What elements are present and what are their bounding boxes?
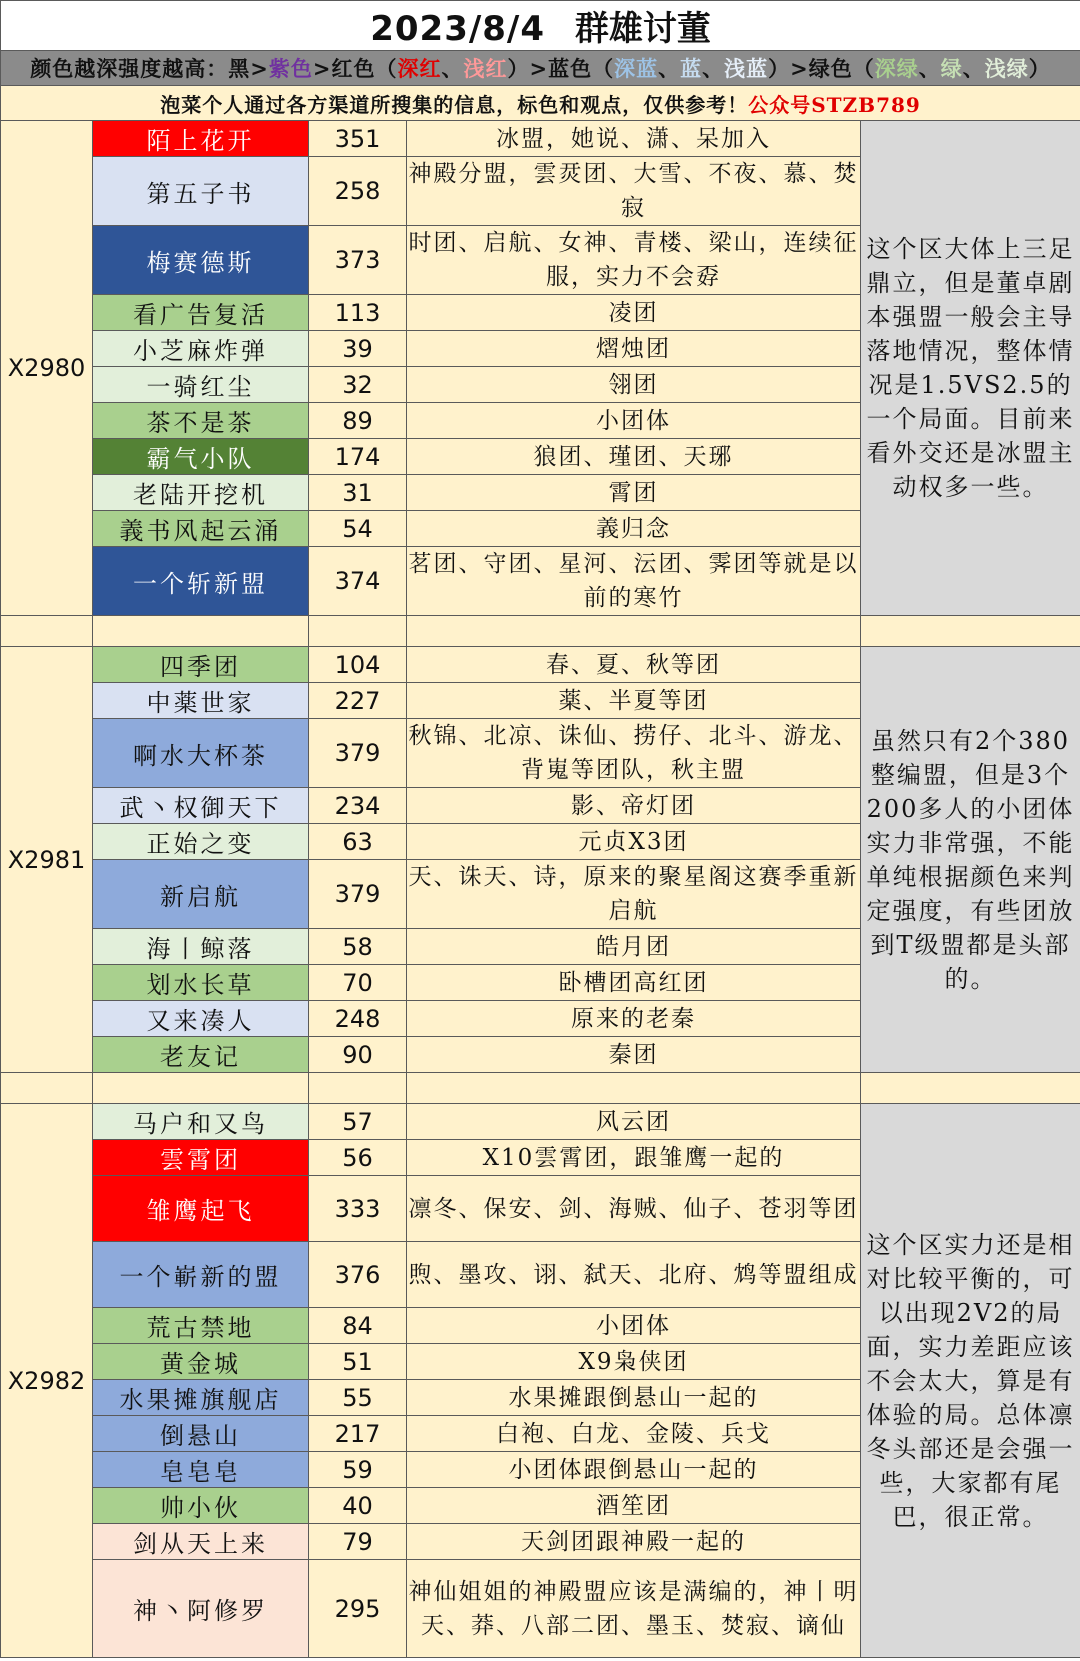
spacer-cell	[861, 616, 1080, 647]
member-count: 258	[309, 157, 407, 226]
alliance-name: 雲霄团	[93, 1140, 309, 1176]
spacer-cell	[407, 616, 861, 647]
member-count: 373	[309, 226, 407, 295]
member-count: 379	[309, 719, 407, 788]
alliance-description: X10雲霄团，跟雏鹰一起的	[407, 1140, 861, 1176]
legend-text: ）>绿色（	[768, 56, 875, 81]
alliance-description: 神仙姐姐的神殿盟应该是满编的，神丨明天、莽、八部二团、墨玉、焚寂、谪仙	[407, 1560, 861, 1658]
spacer-cell	[309, 616, 407, 647]
alliance-name: 一骑红尘	[93, 367, 309, 403]
member-count: 351	[309, 121, 407, 157]
member-count: 39	[309, 331, 407, 367]
page-title	[1, 1, 1080, 51]
member-count: 32	[309, 367, 407, 403]
member-count: 374	[309, 547, 407, 616]
section-spacer	[1, 616, 1080, 647]
member-count: 58	[309, 929, 407, 965]
alliance-name: 老陆开挖机	[93, 475, 309, 511]
legend-prefix: 颜色越深强度越高：黑>	[30, 56, 269, 81]
member-count: 174	[309, 439, 407, 475]
section-spacer	[1, 1073, 1080, 1104]
alliance-description: 狼团、瑾团、天琊	[407, 439, 861, 475]
member-count: 89	[309, 403, 407, 439]
table-row	[1, 121, 1080, 157]
member-count: 59	[309, 1452, 407, 1488]
alliance-name: 神丶阿修罗	[93, 1560, 309, 1658]
region-label: X2980	[1, 121, 93, 616]
title-date: 2023/8/4	[370, 9, 545, 49]
region-comment: 虽然只有2个380整编盟，但是3个200多人的小团体实力非常强，不能单纯根据颜色来判定强度，有些团放到T级盟都是头部的。	[861, 647, 1080, 1073]
alliance-description: 影、帝灯团	[407, 788, 861, 824]
region-comment: 这个区实力还是相对比较平衡的，可以出现2V2的局面，实力差距应该不会太大，算是有体验的局。总体凛冬头部还是会强一些，大家都有尾巴，很正常。	[861, 1104, 1080, 1658]
alliance-description: 煦、墨攻、诩、弑天、北府、鸩等盟组成	[407, 1242, 861, 1308]
spacer-cell	[93, 1073, 309, 1104]
alliance-description: 小团体跟倒悬山一起的	[407, 1452, 861, 1488]
alliance-description: 義归念	[407, 511, 861, 547]
alliance-description: 霄团	[407, 475, 861, 511]
member-count: 57	[309, 1104, 407, 1140]
member-count: 51	[309, 1344, 407, 1380]
table-row	[1, 1104, 1080, 1140]
spacer-cell	[309, 1073, 407, 1104]
legend-deep-green: 深绿	[874, 56, 919, 81]
member-count: 379	[309, 860, 407, 929]
alliance-name: 義书风起云涌	[93, 511, 309, 547]
legend-sep: 、	[702, 56, 725, 81]
alliance-description: 元贞X3团	[407, 824, 861, 860]
notice-row	[1, 86, 1080, 121]
alliance-name: 海丨鲸落	[93, 929, 309, 965]
region-label: X2981	[1, 647, 93, 1073]
region-label: X2982	[1, 1104, 93, 1658]
alliance-description: 小团体	[407, 403, 861, 439]
alliance-description: 凛冬、保安、剑、海贼、仙子、苍羽等团	[407, 1176, 861, 1242]
legend-light-blue: 浅蓝	[724, 56, 769, 81]
alliance-description: 茗团、守团、星河、沄团、霁团等就是以前的寒竹	[407, 547, 861, 616]
spacer-cell	[407, 1073, 861, 1104]
alliance-name: 又来凑人	[93, 1001, 309, 1037]
alliance-name: 中薬世家	[93, 683, 309, 719]
legend-deep-red: 深红	[397, 56, 442, 81]
alliance-description: 天剑团跟神殿一起的	[407, 1524, 861, 1560]
member-count: 84	[309, 1308, 407, 1344]
alliance-description: 酒笙团	[407, 1488, 861, 1524]
member-count: 56	[309, 1140, 407, 1176]
alliance-description: 翎团	[407, 367, 861, 403]
member-count: 54	[309, 511, 407, 547]
alliance-name: 一个斩新盟	[93, 547, 309, 616]
alliance-description: 皓月团	[407, 929, 861, 965]
region-comment: 这个区大体上三足鼎立，但是董卓剧本强盟一般会主导落地情况，整体情况是1.5VS2.5的一个局面。目前来看外交还是冰盟主动权多一些。	[861, 121, 1080, 616]
legend-light-green: 浅绿	[984, 56, 1029, 81]
legend-purple: 紫色	[268, 56, 313, 81]
disclaimer-text: 泡菜个人通过各方渠道所搜集的信息，标色和观点，仅供参考！	[160, 92, 749, 117]
alliance-description: 薬、半夏等团	[407, 683, 861, 719]
alliance-description: 冰盟，她说、潇、呆加入	[407, 121, 861, 157]
alliance-name: 划水长草	[93, 965, 309, 1001]
alliance-name: 一个嶄新的盟	[93, 1242, 309, 1308]
legend-sep: 、	[962, 56, 985, 81]
disclaimer	[1, 86, 1080, 121]
alliance-name: 黄金城	[93, 1344, 309, 1380]
alliance-name: 武丶权御天下	[93, 788, 309, 824]
alliance-name: 梅赛德斯	[93, 226, 309, 295]
alliance-description: 凌团	[407, 295, 861, 331]
member-count: 31	[309, 475, 407, 511]
member-count: 40	[309, 1488, 407, 1524]
alliance-name: 荒古禁地	[93, 1308, 309, 1344]
color-legend	[1, 51, 1080, 86]
spacer-cell	[93, 616, 309, 647]
alliance-name: 马户和又鸟	[93, 1104, 309, 1140]
alliance-name: 看广告复活	[93, 295, 309, 331]
alliance-name: 皂皂皂	[93, 1452, 309, 1488]
legend-light-red: 浅红	[463, 56, 508, 81]
legend-row	[1, 51, 1080, 86]
table-row	[1, 647, 1080, 683]
title-text: 群雄讨董	[574, 9, 711, 49]
legend-blue: 蓝	[680, 56, 703, 81]
alliance-name: 正始之变	[93, 824, 309, 860]
alliance-name: 新启航	[93, 860, 309, 929]
member-count: 55	[309, 1380, 407, 1416]
legend-sep: 、	[658, 56, 681, 81]
member-count: 333	[309, 1176, 407, 1242]
alliance-description: 秦团	[407, 1037, 861, 1073]
member-count: 376	[309, 1242, 407, 1308]
legend-text: ）	[1028, 56, 1051, 81]
alliance-description: 神殿分盟，雲烎团、大雪、不夜、慕、焚寂	[407, 157, 861, 226]
alliance-name: 陌上花开	[93, 121, 309, 157]
alliance-name: 雏鹰起飞	[93, 1176, 309, 1242]
alliance-description: 秋锦、北凉、诛仙、捞仔、北斗、游龙、背嵬等团队，秋主盟	[407, 719, 861, 788]
member-count: 217	[309, 1416, 407, 1452]
alliance-name: 剑从天上来	[93, 1524, 309, 1560]
alliance-name: 老友记	[93, 1037, 309, 1073]
legend-deep-blue: 深蓝	[614, 56, 659, 81]
alliance-description: X9枭侠团	[407, 1344, 861, 1380]
alliance-name: 茶不是茶	[93, 403, 309, 439]
legend-text: >红色（	[312, 56, 398, 81]
alliance-name: 第五子书	[93, 157, 309, 226]
alliance-description: 天、诛天、诗，原来的聚星阁这赛季重新启航	[407, 860, 861, 929]
alliance-name: 霸气小队	[93, 439, 309, 475]
legend-text: ）>蓝色（	[507, 56, 615, 81]
alliance-description: 卧槽团高红团	[407, 965, 861, 1001]
alliance-description: 原来的老秦	[407, 1001, 861, 1037]
alliance-name: 小芝麻炸弹	[93, 331, 309, 367]
alliance-name: 帅小伙	[93, 1488, 309, 1524]
alliance-description: 熠烛团	[407, 331, 861, 367]
member-count: 70	[309, 965, 407, 1001]
legend-green: 绿	[940, 56, 963, 81]
alliance-description: 水果摊跟倒悬山一起的	[407, 1380, 861, 1416]
alliance-name: 四季团	[93, 647, 309, 683]
member-count: 63	[309, 824, 407, 860]
legend-sep: 、	[441, 56, 464, 81]
member-count: 295	[309, 1560, 407, 1658]
alliance-description: 时团、启航、女神、青楼、梁山，连续征服，实力不会孬	[407, 226, 861, 295]
alliance-description: 小团体	[407, 1308, 861, 1344]
member-count: 90	[309, 1037, 407, 1073]
alliance-name: 啊水大杯茶	[93, 719, 309, 788]
title-row	[1, 1, 1080, 51]
member-count: 227	[309, 683, 407, 719]
spacer-cell	[1, 1073, 93, 1104]
account-tag: 公众号STZB789	[748, 92, 921, 117]
member-count: 113	[309, 295, 407, 331]
spacer-cell	[1, 616, 93, 647]
member-count: 234	[309, 788, 407, 824]
alliance-name: 水果摊旗舰店	[93, 1380, 309, 1416]
legend-sep: 、	[918, 56, 941, 81]
member-count: 104	[309, 647, 407, 683]
member-count: 248	[309, 1001, 407, 1037]
spacer-cell	[861, 1073, 1080, 1104]
alliance-name: 倒悬山	[93, 1416, 309, 1452]
member-count: 79	[309, 1524, 407, 1560]
alliance-description: 白袍、白龙、金陵、兵戈	[407, 1416, 861, 1452]
alliance-description: 风云团	[407, 1104, 861, 1140]
alliance-description: 春、夏、秋等团	[407, 647, 861, 683]
